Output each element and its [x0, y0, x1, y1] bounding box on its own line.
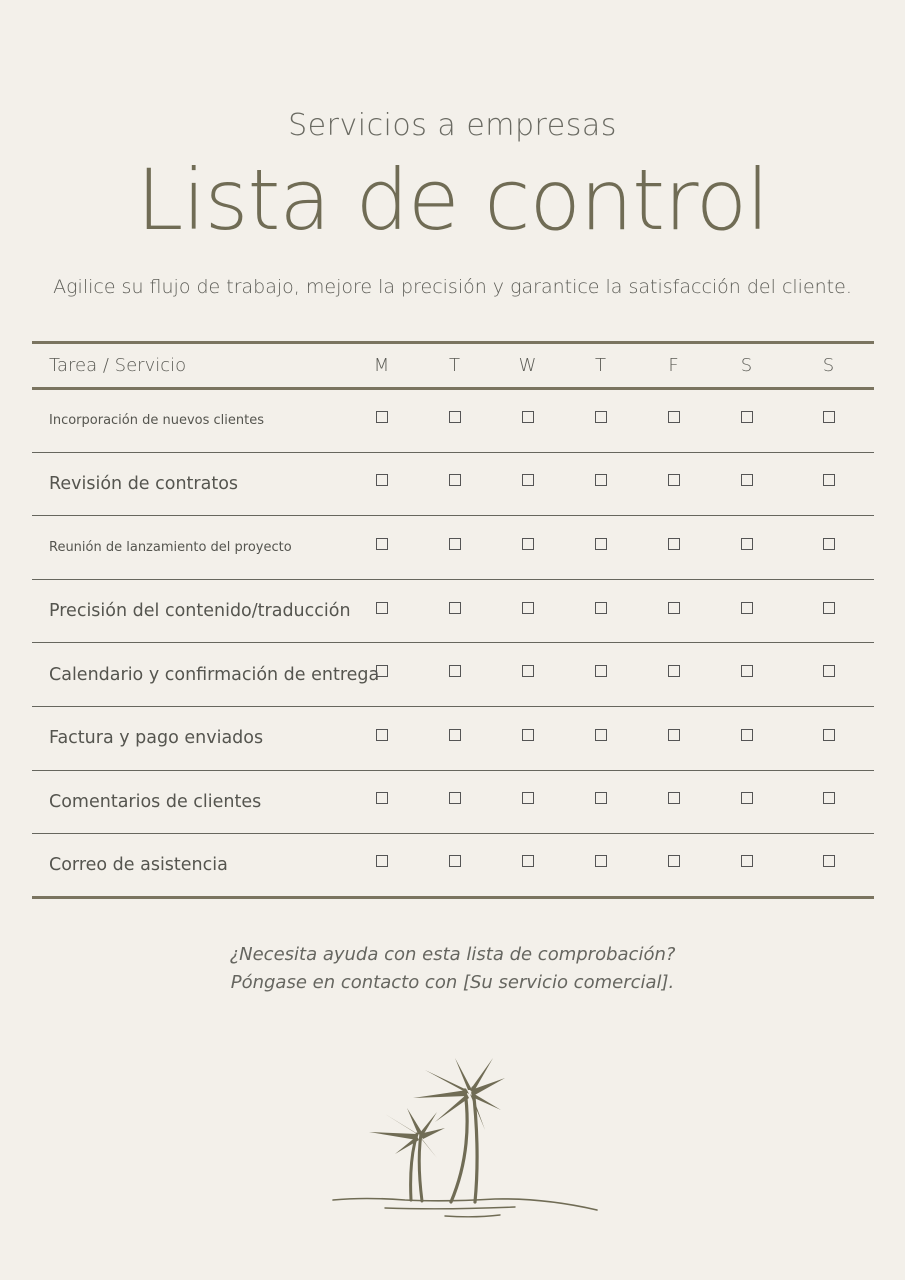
day-cell-fri [637, 706, 710, 770]
checkbox-sat[interactable] [741, 792, 753, 804]
checkbox-sun[interactable] [823, 602, 835, 614]
day-cell-mon [345, 452, 418, 516]
task-label: Comentarios de clientes [49, 791, 262, 812]
day-cell-sat [710, 834, 783, 898]
checkbox-thu[interactable] [595, 602, 607, 614]
day-header-sat: S [740, 355, 753, 376]
day-cell-sat [710, 389, 783, 453]
day-cell-sun [783, 834, 874, 898]
checkbox-tue[interactable] [449, 855, 461, 867]
checkbox-sun[interactable] [823, 538, 835, 550]
table-row [32, 770, 874, 834]
checkbox-mon[interactable] [376, 855, 388, 867]
checkbox-fri[interactable] [668, 792, 680, 804]
checkbox-thu[interactable] [595, 474, 607, 486]
checkbox-fri[interactable] [668, 602, 680, 614]
checkbox-fri[interactable] [668, 474, 680, 486]
day-cell-tue [418, 770, 491, 834]
table-row [32, 706, 874, 770]
checkbox-tue[interactable] [449, 792, 461, 804]
checkbox-wed[interactable] [522, 855, 534, 867]
day-cell-tue [418, 643, 491, 707]
day-cell-mon [345, 706, 418, 770]
day-header-mon: M [373, 355, 390, 376]
checkbox-thu[interactable] [595, 729, 607, 741]
day-cell-sun [783, 706, 874, 770]
checkbox-sat[interactable] [741, 538, 753, 550]
checkbox-tue[interactable] [449, 474, 461, 486]
day-cell-fri [637, 643, 710, 707]
day-cell-wed [491, 643, 564, 707]
day-cell-thu [564, 579, 637, 643]
checkbox-thu[interactable] [595, 855, 607, 867]
day-cell-sat [710, 706, 783, 770]
day-cell-thu [564, 452, 637, 516]
day-cell-tue [418, 452, 491, 516]
checkbox-fri[interactable] [668, 665, 680, 677]
checkbox-wed[interactable] [522, 729, 534, 741]
table-row [32, 834, 874, 898]
checkbox-sat[interactable] [741, 602, 753, 614]
day-cell-wed [491, 770, 564, 834]
checkbox-tue[interactable] [449, 665, 461, 677]
day-cell-sun [783, 516, 874, 580]
checkbox-sun[interactable] [823, 665, 835, 677]
checkbox-wed[interactable] [522, 792, 534, 804]
help-text [0, 941, 905, 997]
checkbox-fri[interactable] [668, 855, 680, 867]
day-cell-wed [491, 834, 564, 898]
day-cell-mon [345, 389, 418, 453]
checkbox-sat[interactable] [741, 855, 753, 867]
checkbox-fri[interactable] [668, 729, 680, 741]
checkbox-fri[interactable] [668, 411, 680, 423]
checkbox-mon[interactable] [376, 729, 388, 741]
checklist-body [32, 389, 874, 898]
table-row [32, 389, 874, 453]
day-cell-sat [710, 579, 783, 643]
task-label: Factura y pago enviados [49, 728, 264, 749]
page-subtitle: Servicios a empresas [288, 108, 617, 143]
day-cell-mon [345, 770, 418, 834]
help-line-2: Póngase en contacto con [Su servicio comercial]. [230, 972, 675, 993]
day-cell-tue [418, 706, 491, 770]
page-title: Lista de control [136, 151, 769, 249]
checkbox-mon[interactable] [376, 665, 388, 677]
day-cell-fri [637, 770, 710, 834]
checkbox-wed[interactable] [522, 474, 534, 486]
day-cell-wed [491, 706, 564, 770]
checkbox-sun[interactable] [823, 411, 835, 423]
day-cell-fri [637, 579, 710, 643]
help-line-1: ¿Necesita ayuda con esta lista de comprobación? [229, 944, 676, 965]
checkbox-tue[interactable] [449, 411, 461, 423]
checkbox-sun[interactable] [823, 474, 835, 486]
day-cell-wed [491, 452, 564, 516]
checkbox-wed[interactable] [522, 538, 534, 550]
table-row [32, 516, 874, 580]
task-label: Reunión de lanzamiento del proyecto [49, 539, 292, 555]
checkbox-sun[interactable] [823, 855, 835, 867]
checkbox-thu[interactable] [595, 411, 607, 423]
table-row [32, 452, 874, 516]
checkbox-wed[interactable] [522, 602, 534, 614]
table-row [32, 643, 874, 707]
day-cell-sun [783, 389, 874, 453]
day-cell-thu [564, 516, 637, 580]
day-cell-tue [418, 389, 491, 453]
checkbox-tue[interactable] [449, 729, 461, 741]
checkbox-mon[interactable] [376, 474, 388, 486]
day-cell-tue [418, 516, 491, 580]
checkbox-mon[interactable] [376, 411, 388, 423]
day-header-thu: T [595, 355, 606, 376]
day-header-sun: S [822, 355, 835, 376]
checkbox-thu[interactable] [595, 792, 607, 804]
day-cell-fri [637, 516, 710, 580]
day-cell-sat [710, 452, 783, 516]
day-cell-fri [637, 452, 710, 516]
checkbox-tue[interactable] [449, 538, 461, 550]
checkbox-mon[interactable] [376, 602, 388, 614]
day-cell-thu [564, 389, 637, 453]
day-cell-sun [783, 643, 874, 707]
day-cell-sat [710, 516, 783, 580]
day-cell-thu [564, 706, 637, 770]
day-cell-sat [710, 770, 783, 834]
day-cell-tue [418, 579, 491, 643]
day-cell-sat [710, 643, 783, 707]
day-cell-fri [637, 389, 710, 453]
checkbox-thu[interactable] [595, 665, 607, 677]
checkbox-wed[interactable] [522, 411, 534, 423]
day-header-wed: W [518, 355, 537, 376]
checkbox-mon[interactable] [376, 538, 388, 550]
table-header-row [32, 343, 874, 389]
table-row [32, 579, 874, 643]
task-label: Incorporación de nuevos clientes [49, 413, 265, 429]
day-cell-thu [564, 643, 637, 707]
day-cell-wed [491, 579, 564, 643]
day-cell-mon [345, 579, 418, 643]
day-cell-mon [345, 834, 418, 898]
task-label: Correo de asistencia [49, 854, 228, 875]
checkbox-sun[interactable] [823, 729, 835, 741]
day-header-fri: F [668, 355, 679, 376]
day-cell-tue [418, 834, 491, 898]
day-cell-wed [491, 516, 564, 580]
day-cell-thu [564, 834, 637, 898]
task-label: Precisión del contenido/traducción [49, 601, 351, 622]
checkbox-sat[interactable] [741, 729, 753, 741]
day-cell-mon [345, 516, 418, 580]
checkbox-sat[interactable] [741, 474, 753, 486]
checkbox-sat[interactable] [741, 411, 753, 423]
checklist-table [32, 341, 874, 899]
task-label: Calendario y confirmación de entrega [49, 664, 380, 685]
day-cell-fri [637, 834, 710, 898]
day-header-tue: T [449, 355, 460, 376]
day-cell-sun [783, 452, 874, 516]
day-cell-sun [783, 579, 874, 643]
checkbox-fri[interactable] [668, 538, 680, 550]
palm-trees-icon [325, 1050, 605, 1225]
page-tagline: Agilice su flujo de trabajo, mejore la precisión y garantice la satisfacción del cliente. [53, 276, 852, 298]
day-cell-wed [491, 389, 564, 453]
day-cell-thu [564, 770, 637, 834]
task-label: Revisión de contratos [49, 473, 239, 494]
checkbox-thu[interactable] [595, 538, 607, 550]
day-cell-sun [783, 770, 874, 834]
checkbox-wed[interactable] [522, 665, 534, 677]
checkbox-tue[interactable] [449, 602, 461, 614]
task-column-header: Tarea / Servicio [49, 355, 187, 376]
checkbox-sat[interactable] [741, 665, 753, 677]
checkbox-sun[interactable] [823, 792, 835, 804]
checkbox-mon[interactable] [376, 792, 388, 804]
